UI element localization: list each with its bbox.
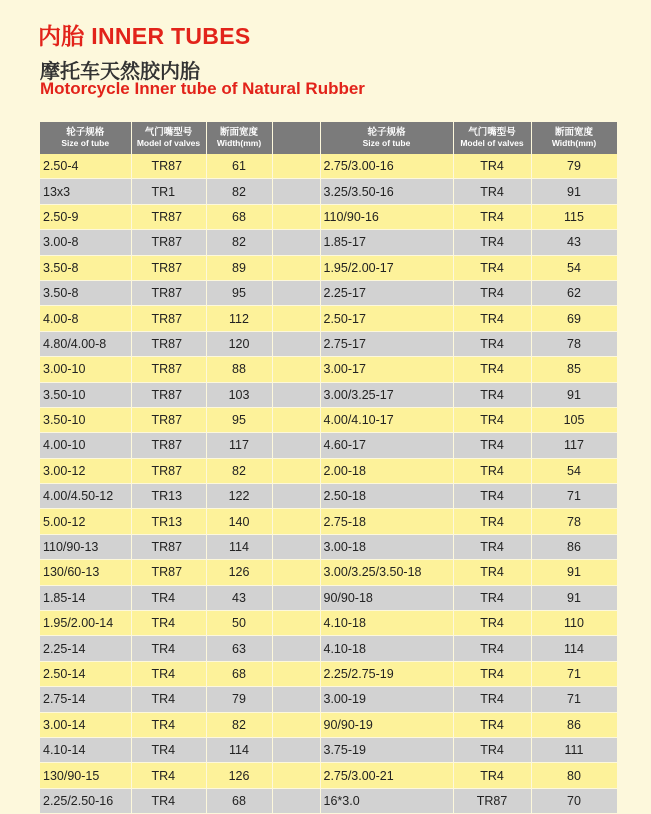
cell-width-right: 70	[531, 788, 617, 813]
cell-width-right: 71	[531, 661, 617, 686]
cell-size-right: 3.00-19	[320, 687, 453, 712]
cell-gap	[272, 179, 320, 204]
table-row	[40, 534, 617, 559]
cell-valve-left: TR87	[131, 433, 206, 458]
cell-size-right: 2.00-18	[320, 458, 453, 483]
cell-width-left: 95	[206, 407, 272, 432]
cell-gap	[272, 306, 320, 331]
cell-size-right: 3.00/3.25/3.50-18	[320, 560, 453, 585]
table-row	[40, 204, 617, 229]
cell-width-left: 140	[206, 509, 272, 534]
cell-width-left: 50	[206, 611, 272, 636]
cell-width-right: 91	[531, 585, 617, 610]
cell-gap	[272, 636, 320, 661]
cell-width-left: 82	[206, 230, 272, 255]
table-row	[40, 737, 617, 762]
cell-size-left: 4.00-8	[40, 306, 131, 331]
cell-width-right: 43	[531, 230, 617, 255]
cell-gap	[272, 230, 320, 255]
cell-gap	[272, 458, 320, 483]
cell-width-right: 86	[531, 534, 617, 559]
cell-gap	[272, 484, 320, 509]
cell-valve-right: TR4	[453, 484, 531, 509]
cell-gap	[272, 154, 320, 179]
cell-size-right: 2.25/2.75-19	[320, 661, 453, 686]
cell-size-left: 3.50-8	[40, 255, 131, 280]
table-row	[40, 230, 617, 255]
cell-size-right: 4.00/4.10-17	[320, 407, 453, 432]
cell-valve-right: TR4	[453, 357, 531, 382]
cell-size-right: 3.00/3.25-17	[320, 382, 453, 407]
header-valve-left: 气门嘴型号 Model of valves	[131, 122, 206, 154]
cell-valve-right: TR4	[453, 458, 531, 483]
cell-valve-left: TR4	[131, 636, 206, 661]
cell-size-left: 4.00-10	[40, 433, 131, 458]
cell-size-right: 90/90-18	[320, 585, 453, 610]
cell-width-left: 117	[206, 433, 272, 458]
cell-size-left: 5.00-12	[40, 509, 131, 534]
cell-size-right: 4.10-18	[320, 611, 453, 636]
cell-width-right: 80	[531, 763, 617, 788]
table-row	[40, 560, 617, 585]
cell-size-left: 130/60-13	[40, 560, 131, 585]
cell-gap	[272, 763, 320, 788]
cell-size-left: 4.10-14	[40, 737, 131, 762]
cell-gap	[272, 255, 320, 280]
cell-width-right: 62	[531, 280, 617, 305]
cell-valve-left: TR1	[131, 179, 206, 204]
cell-size-right: 3.00-17	[320, 357, 453, 382]
cell-width-left: 68	[206, 661, 272, 686]
table-row	[40, 585, 617, 610]
cell-valve-right: TR4	[453, 611, 531, 636]
table-row	[40, 788, 617, 813]
cell-valve-left: TR87	[131, 331, 206, 356]
cell-valve-right: TR4	[453, 661, 531, 686]
header-gap	[272, 122, 320, 154]
cell-gap	[272, 357, 320, 382]
cell-size-left: 1.95/2.00-14	[40, 611, 131, 636]
cell-width-right: 111	[531, 737, 617, 762]
cell-width-left: 82	[206, 179, 272, 204]
cell-valve-left: TR87	[131, 280, 206, 305]
table-row	[40, 179, 617, 204]
table-row	[40, 407, 617, 432]
cell-valve-left: TR4	[131, 585, 206, 610]
cell-valve-right: TR4	[453, 382, 531, 407]
cell-size-left: 2.25-14	[40, 636, 131, 661]
cell-valve-left: TR87	[131, 306, 206, 331]
cell-valve-right: TR4	[453, 154, 531, 179]
cell-gap	[272, 661, 320, 686]
cell-valve-left: TR87	[131, 255, 206, 280]
cell-size-right: 16*3.0	[320, 788, 453, 813]
cell-width-left: 114	[206, 737, 272, 762]
header-width-right: 断面宽度 Width(mm)	[531, 122, 617, 154]
cell-gap	[272, 280, 320, 305]
cell-gap	[272, 433, 320, 458]
header-size-left: 轮子规格 Size of tube	[40, 122, 131, 154]
cell-valve-left: TR4	[131, 611, 206, 636]
table-row	[40, 636, 617, 661]
cell-gap	[272, 788, 320, 813]
cell-valve-left: TR13	[131, 509, 206, 534]
cell-valve-right: TR4	[453, 560, 531, 585]
cell-valve-left: TR87	[131, 357, 206, 382]
cell-size-right: 4.60-17	[320, 433, 453, 458]
cell-valve-left: TR87	[131, 534, 206, 559]
cell-gap	[272, 737, 320, 762]
cell-valve-right: TR4	[453, 763, 531, 788]
table-row	[40, 382, 617, 407]
cell-size-left: 3.00-12	[40, 458, 131, 483]
cell-width-right: 79	[531, 154, 617, 179]
cell-valve-left: TR87	[131, 154, 206, 179]
cell-width-right: 91	[531, 179, 617, 204]
cell-valve-left: TR87	[131, 458, 206, 483]
cell-valve-right: TR4	[453, 306, 531, 331]
cell-width-left: 126	[206, 560, 272, 585]
cell-valve-left: TR87	[131, 382, 206, 407]
cell-size-left: 4.80/4.00-8	[40, 331, 131, 356]
cell-size-left: 2.50-9	[40, 204, 131, 229]
subtitle-english: Motorcycle Inner tube of Natural Rubber	[40, 79, 365, 98]
cell-width-right: 105	[531, 407, 617, 432]
cell-width-left: 103	[206, 382, 272, 407]
cell-valve-right: TR4	[453, 280, 531, 305]
cell-valve-left: TR4	[131, 712, 206, 737]
cell-gap	[272, 712, 320, 737]
cell-size-right: 3.25/3.50-16	[320, 179, 453, 204]
cell-valve-right: TR87	[453, 788, 531, 813]
cell-size-right: 2.75/3.00-21	[320, 763, 453, 788]
cell-valve-right: TR4	[453, 255, 531, 280]
table-row	[40, 458, 617, 483]
cell-valve-left: TR87	[131, 204, 206, 229]
cell-width-left: 61	[206, 154, 272, 179]
cell-size-right: 1.95/2.00-17	[320, 255, 453, 280]
cell-width-left: 82	[206, 712, 272, 737]
cell-size-left: 3.00-14	[40, 712, 131, 737]
inner-tube-spec-table	[40, 122, 618, 814]
cell-size-right: 4.10-18	[320, 636, 453, 661]
table-row	[40, 687, 617, 712]
cell-gap	[272, 534, 320, 559]
cell-gap	[272, 687, 320, 712]
cell-width-left: 114	[206, 534, 272, 559]
cell-size-right: 3.75-19	[320, 737, 453, 762]
cell-width-right: 114	[531, 636, 617, 661]
cell-gap	[272, 611, 320, 636]
cell-valve-right: TR4	[453, 534, 531, 559]
cell-width-right: 78	[531, 331, 617, 356]
cell-gap	[272, 585, 320, 610]
cell-width-right: 71	[531, 484, 617, 509]
cell-valve-left: TR4	[131, 763, 206, 788]
cell-size-right: 2.75/3.00-16	[320, 154, 453, 179]
cell-width-right: 91	[531, 382, 617, 407]
cell-width-left: 88	[206, 357, 272, 382]
header-size-right: 轮子规格 Size of tube	[320, 122, 453, 154]
table-row	[40, 154, 617, 179]
cell-size-left: 3.00-10	[40, 357, 131, 382]
cell-valve-right: TR4	[453, 230, 531, 255]
cell-size-right: 2.50-17	[320, 306, 453, 331]
cell-size-left: 3.00-8	[40, 230, 131, 255]
cell-gap	[272, 331, 320, 356]
cell-width-right: 117	[531, 433, 617, 458]
table-row	[40, 433, 617, 458]
cell-size-right: 3.00-18	[320, 534, 453, 559]
cell-size-right: 1.85-17	[320, 230, 453, 255]
cell-gap	[272, 382, 320, 407]
cell-size-right: 2.75-18	[320, 509, 453, 534]
cell-width-left: 122	[206, 484, 272, 509]
cell-gap	[272, 407, 320, 432]
cell-width-right: 69	[531, 306, 617, 331]
cell-width-right: 71	[531, 687, 617, 712]
cell-valve-left: TR87	[131, 230, 206, 255]
cell-width-right: 115	[531, 204, 617, 229]
cell-size-left: 3.50-10	[40, 407, 131, 432]
cell-width-right: 110	[531, 611, 617, 636]
cell-gap	[272, 560, 320, 585]
cell-size-left: 2.75-14	[40, 687, 131, 712]
cell-width-left: 68	[206, 204, 272, 229]
table-row	[40, 331, 617, 356]
cell-valve-left: TR4	[131, 661, 206, 686]
cell-valve-right: TR4	[453, 407, 531, 432]
cell-valve-right: TR4	[453, 331, 531, 356]
cell-width-left: 120	[206, 331, 272, 356]
cell-gap	[272, 204, 320, 229]
table-row	[40, 712, 617, 737]
cell-valve-left: TR87	[131, 560, 206, 585]
cell-valve-left: TR4	[131, 687, 206, 712]
cell-valve-left: TR4	[131, 737, 206, 762]
cell-width-right: 54	[531, 458, 617, 483]
cell-size-left: 3.50-8	[40, 280, 131, 305]
cell-size-right: 2.25-17	[320, 280, 453, 305]
cell-width-right: 78	[531, 509, 617, 534]
cell-width-left: 89	[206, 255, 272, 280]
cell-width-left: 82	[206, 458, 272, 483]
cell-size-right: 90/90-19	[320, 712, 453, 737]
cell-size-left: 2.50-4	[40, 154, 131, 179]
cell-width-left: 112	[206, 306, 272, 331]
table-row	[40, 484, 617, 509]
header-width-left: 断面宽度 Width(mm)	[206, 122, 272, 154]
table-row	[40, 255, 617, 280]
table-row	[40, 661, 617, 686]
cell-valve-left: TR4	[131, 788, 206, 813]
header-valve-right: 气门嘴型号 Model of valves	[453, 122, 531, 154]
cell-width-left: 68	[206, 788, 272, 813]
cell-size-right: 2.75-17	[320, 331, 453, 356]
cell-size-right: 110/90-16	[320, 204, 453, 229]
cell-size-left: 110/90-13	[40, 534, 131, 559]
subtitle-chinese: 摩托车天然胶内胎	[40, 61, 200, 83]
cell-valve-right: TR4	[453, 687, 531, 712]
cell-valve-right: TR4	[453, 204, 531, 229]
cell-width-left: 63	[206, 636, 272, 661]
cell-size-left: 130/90-15	[40, 763, 131, 788]
cell-gap	[272, 509, 320, 534]
table-row	[40, 280, 617, 305]
cell-valve-right: TR4	[453, 509, 531, 534]
cell-size-left: 2.25/2.50-16	[40, 788, 131, 813]
table-row	[40, 611, 617, 636]
cell-size-left: 13x3	[40, 179, 131, 204]
cell-size-left: 4.00/4.50-12	[40, 484, 131, 509]
table-row	[40, 306, 617, 331]
cell-valve-right: TR4	[453, 712, 531, 737]
cell-width-left: 126	[206, 763, 272, 788]
table-row	[40, 509, 617, 534]
cell-size-left: 2.50-14	[40, 661, 131, 686]
cell-width-right: 86	[531, 712, 617, 737]
cell-size-right: 2.50-18	[320, 484, 453, 509]
page-title: 内胎 INNER TUBES	[38, 23, 251, 49]
cell-width-right: 85	[531, 357, 617, 382]
cell-width-left: 79	[206, 687, 272, 712]
table-header-row	[40, 122, 617, 154]
cell-width-right: 91	[531, 560, 617, 585]
cell-valve-left: TR13	[131, 484, 206, 509]
cell-valve-right: TR4	[453, 636, 531, 661]
cell-width-left: 43	[206, 585, 272, 610]
cell-size-left: 3.50-10	[40, 382, 131, 407]
cell-width-left: 95	[206, 280, 272, 305]
cell-valve-right: TR4	[453, 585, 531, 610]
cell-valve-right: TR4	[453, 737, 531, 762]
cell-width-right: 54	[531, 255, 617, 280]
cell-valve-right: TR4	[453, 179, 531, 204]
table-row	[40, 357, 617, 382]
cell-valve-right: TR4	[453, 433, 531, 458]
table-row	[40, 763, 617, 788]
cell-valve-left: TR87	[131, 407, 206, 432]
cell-size-left: 1.85-14	[40, 585, 131, 610]
